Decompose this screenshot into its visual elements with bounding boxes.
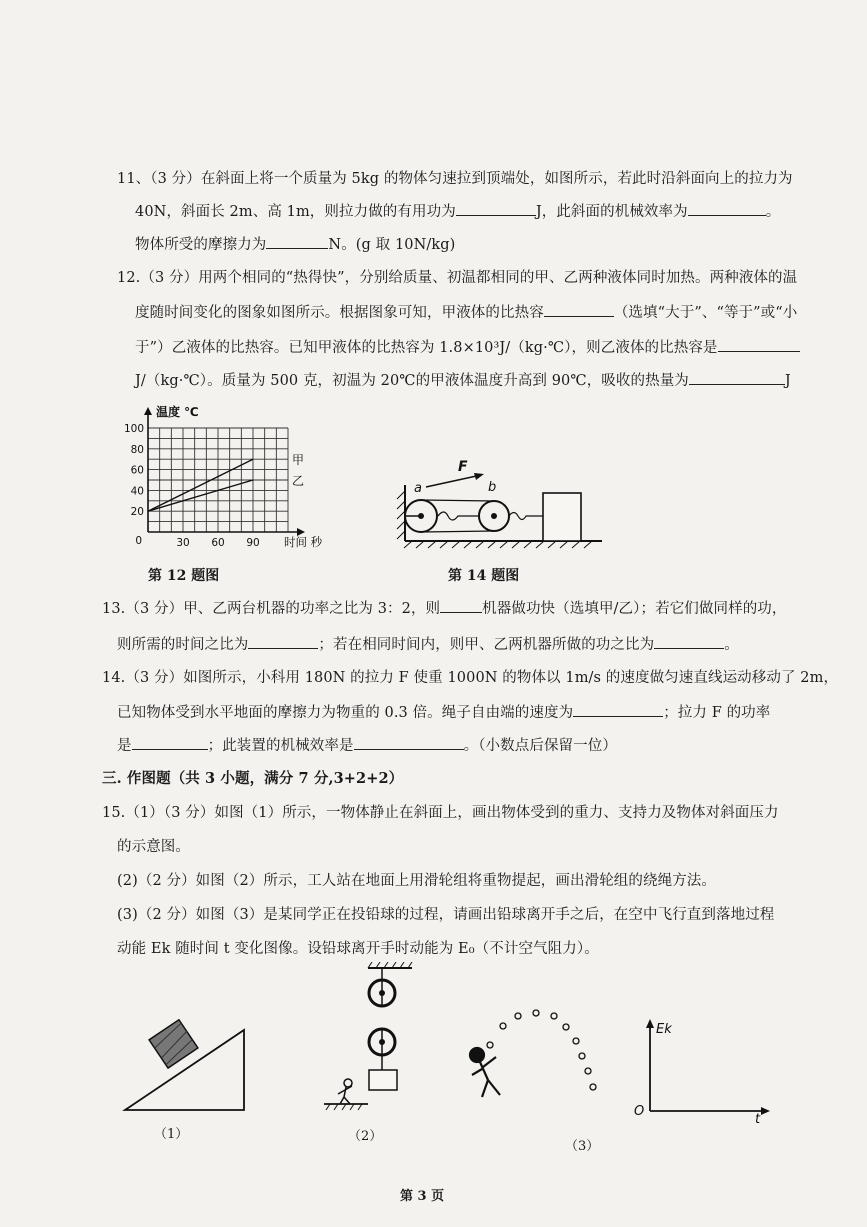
q14-blank-efficiency[interactable] — [354, 735, 464, 750]
fig14-label-a: a — [414, 481, 422, 496]
q14-blank-rope-speed[interactable] — [573, 702, 663, 717]
q11-blank-useful-work[interactable] — [456, 201, 536, 216]
incline-block-figure — [120, 1010, 260, 1115]
q11-line2b: J，此斜面的机械效率为 — [535, 204, 688, 220]
y-tick-label: 100 — [123, 423, 144, 435]
weight-block — [369, 1070, 397, 1090]
q11-line3b: N。(g 取 10N/kg) — [328, 237, 456, 253]
q12-line4 — [135, 370, 791, 391]
q12-line1: 12.（3 分）用两个相同的“热得快”，分别给质量、初温都相同的甲、乙两种液体同时加热。两种液体的温 — [117, 270, 798, 286]
q11-line3a: 物体所受的摩擦力为 — [135, 237, 267, 253]
q12-line3a: 于”）乙液体的比热容。已知甲液体的比热容为 1.8×10³J/（kg·℃），则乙液体的比热容是 — [135, 340, 718, 356]
fig14-caption: 第 14 题图 — [448, 568, 520, 584]
q13-blank-work-ratio[interactable] — [654, 634, 724, 649]
rope-link — [438, 512, 478, 520]
q13-line2c: 。 — [724, 637, 739, 653]
q12-blank-heat[interactable] — [689, 370, 785, 385]
q11-line2 — [135, 201, 780, 222]
q13-line2a: 则所需的时间之比为 — [117, 637, 249, 653]
time-axis-label: t — [755, 1112, 761, 1125]
origin-label: O — [634, 1104, 645, 1119]
x-tick-label: 90 — [246, 537, 260, 549]
fig12-caption: 第 12 题图 — [148, 568, 220, 584]
ek-axis-label: Ek — [656, 1022, 672, 1037]
q12-line4a: J/（kg·℃）。质量为 500 克，初温为 20℃的甲液体温度升高到 90℃，吸收的热量为 — [135, 373, 689, 389]
wall-hatching — [397, 491, 405, 539]
q13-line1b: 机器做功快（选填甲/乙）；若它们做同样的功， — [482, 601, 787, 617]
shot-put-figure — [460, 1005, 615, 1105]
temperature-time-chart — [112, 400, 352, 560]
q12-line3 — [135, 337, 800, 358]
q14-line2a: 已知物体受到水平地面的摩擦力为物重的 0.3 倍。绳子自由端的速度为 — [117, 705, 574, 721]
chart-xlabel: 时间 秒 — [284, 535, 323, 549]
ground-hatching — [404, 541, 592, 548]
force-arrow — [426, 475, 481, 487]
q11-line3 — [135, 234, 455, 255]
pulley-system-diagram — [388, 455, 608, 550]
y-axis-arrow — [144, 407, 152, 415]
pulley-group-figure — [320, 962, 415, 1112]
q13-line2b: ；若在相同时间内，则甲、乙两机器所做的功之比为 — [318, 637, 655, 653]
q14-line2b: ；拉力 F 的功率 — [663, 705, 771, 721]
q14-line3a: 是 — [117, 738, 132, 754]
q13-line1 — [102, 598, 787, 619]
q15-line3: (2)（2 分）如图（2）所示，工人站在地面上用滑轮组将重物提起，画出滑轮组的绕绳方法。 — [117, 873, 716, 889]
y-tick-label: 60 — [130, 464, 144, 477]
thrower-figure — [470, 1048, 500, 1097]
q14-line1: 14.（3 分）如图所示，小科用 180N 的拉力 F 使重 1000N 的物体以 1m/s 的速度做匀速直线运动移动了 2m， — [102, 670, 839, 686]
block-on-incline — [149, 1020, 198, 1068]
q14-line3c: 。（小数点后保留一位） — [463, 738, 617, 754]
q12-line2b: （选填“大于”、“等于”或“小 — [613, 305, 798, 321]
q11-line1: 11、（3 分）在斜面上将一个质量为 5kg 的物体匀速拉到顶端处，如图所示，若此时沿斜面向上的拉力为 — [117, 171, 793, 187]
x-tick-label: 60 — [211, 537, 225, 549]
block — [543, 493, 581, 541]
series-label-2: 乙 — [292, 474, 305, 488]
series-label-1: 甲 — [292, 453, 305, 468]
q14-line2 — [117, 702, 770, 723]
q12-blank-compare[interactable] — [544, 302, 614, 317]
origin-label: 0 — [135, 535, 142, 547]
q13-blank-time-ratio[interactable] — [248, 634, 318, 649]
q12-line4b: J — [784, 373, 791, 389]
fig14-label-f: F — [458, 459, 468, 475]
rope-bottom — [421, 531, 494, 532]
q14-line3b: ；此装置的机械效率是 — [207, 738, 354, 754]
fig15-label-3: （3） — [565, 1139, 600, 1154]
fig14-label-b: b — [488, 480, 497, 495]
y-tick-label: 40 — [130, 485, 144, 498]
q15-line4: (3)（2 分）如图（3）是某同学正在投铅球的过程，请画出铅球离开手之后，在空中飞行直到落地过程 — [117, 907, 775, 923]
q11-line2c: 。 — [765, 204, 781, 220]
ek-time-axes — [630, 1015, 775, 1125]
q13-line1a: 13.（3 分）甲、乙两台机器的功率之比为 3：2，则 — [102, 601, 441, 617]
trajectory-dots — [487, 1010, 596, 1090]
y-tick-label: 20 — [130, 506, 144, 519]
q11-blank-friction[interactable] — [266, 234, 328, 249]
fig15-label-1: （1） — [154, 1127, 189, 1142]
section3-heading: 三. 作图题（共 3 小题，满分 7 分,3+2+2） — [102, 770, 404, 787]
q13-blank-faster[interactable] — [440, 598, 482, 613]
q12-line2 — [135, 302, 797, 323]
chart-ylabel: 温度 ℃ — [156, 405, 199, 419]
q12-blank-specific-heat[interactable] — [718, 337, 800, 352]
q11-blank-efficiency[interactable] — [688, 201, 766, 216]
q14-line3 — [117, 735, 617, 756]
q13-line2 — [117, 634, 739, 655]
q11-line2a: 40N，斜面长 2m、高 1m，则拉力做的有用功为 — [135, 204, 456, 220]
q14-blank-power[interactable] — [132, 735, 208, 750]
q12-line2a: 度随时间变化的图象如图所示。根据图象可知，甲液体的比热容 — [135, 305, 544, 321]
q15-line2: 的示意图。 — [117, 839, 190, 855]
worker-figure — [338, 1079, 352, 1104]
q15-line5: 动能 Ek 随时间 t 变化图像。设铅球离开手时动能为 E₀（不计空气阻力）。 — [117, 941, 599, 957]
page-number: 第 3 页 — [400, 1189, 445, 1204]
y-tick-label: 80 — [130, 443, 144, 456]
q15-line1: 15.（1）（3 分）如图（1）所示，一物体静止在斜面上，画出物体受到的重力、支持力及物体对斜面压力 — [102, 805, 779, 821]
x-tick-label: 30 — [176, 537, 190, 549]
rope-to-block — [509, 513, 543, 520]
fig15-label-2: （2） — [348, 1129, 383, 1144]
rope-top — [421, 500, 494, 501]
